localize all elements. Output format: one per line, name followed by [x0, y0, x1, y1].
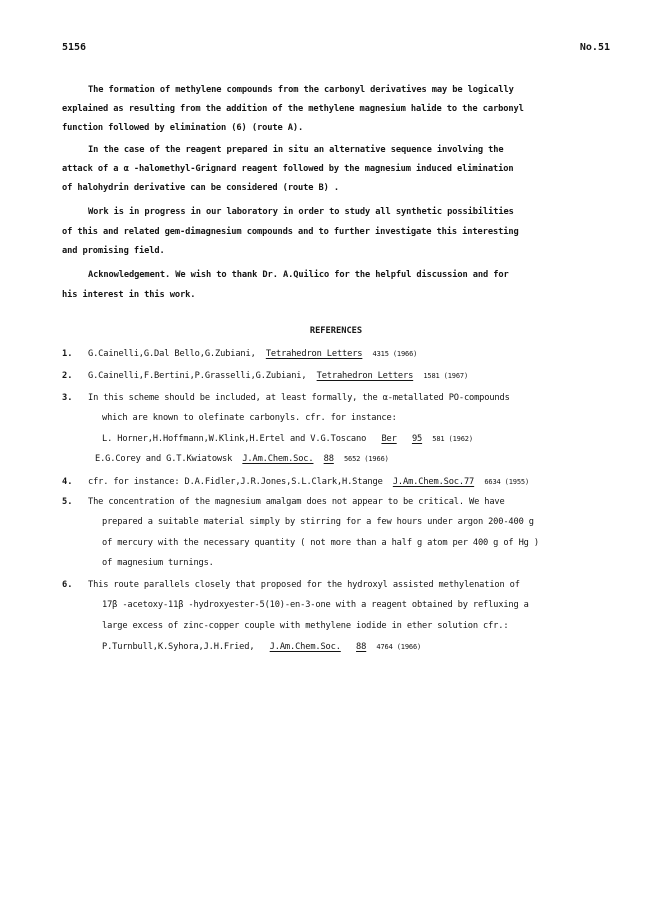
reference-5-line: of magnesium turnings.: [102, 558, 214, 568]
reference-6-line: large excess of zinc-copper couple with methylene iodide in ether solution cfr.:: [102, 621, 509, 631]
issue-number: No.51: [579, 42, 610, 53]
ref-journal: Tetrahedron Letters: [265, 349, 363, 359]
ref-journal: J.Am.Chem.Soc.: [242, 454, 314, 464]
ref-volume: 88: [323, 454, 334, 464]
reference-2: [88, 370, 468, 382]
ref-citation: 5652 (1966): [343, 455, 389, 463]
page-number: 5156: [62, 42, 87, 53]
ref-journal: J.Am.Chem.Soc.77: [392, 477, 475, 487]
reference-6-line: 17β -acetoxy-11β -hydroxyester-5(10)-en-3-one with a reagent obtained by refluxing a: [102, 600, 529, 610]
body-line: and promising field.: [62, 246, 165, 256]
ref-authors: cfr. for instance: D.A.Fidler,J.R.Jones,S.L.Clark,H.Stange: [88, 477, 383, 487]
body-line: explained as resulting from the addition of the methylene magnesium halide to the carbonyl: [62, 104, 524, 114]
ref-number: 3.: [62, 393, 73, 403]
reference-5-line: The concentration of the magnesium amalgam does not appear to be critical. We have: [88, 497, 505, 507]
ref-authors: E.G.Corey and G.T.Kwiatowsk: [95, 454, 233, 464]
ref-number: 2.: [62, 371, 73, 381]
ref-authors: L. Horner,H.Hoffmann,W.Klink,H.Ertel and V.G.Toscano: [102, 434, 367, 444]
body-line: In the case of the reagent prepared in situ an alternative sequence involving the: [88, 145, 504, 155]
reference-3-line: [95, 453, 389, 465]
body-line: of halohydrin derivative can be considered (route B) .: [62, 183, 340, 193]
body-line: Acknowledgement. We wish to thank Dr. A.Quilico for the helpful discussion and for: [88, 270, 509, 280]
ref-volume: 95: [411, 434, 423, 444]
ref-volume: 88: [356, 642, 367, 652]
reference-3-line: which are known to olefinate carbonyls. cfr. for instance:: [102, 413, 397, 423]
reference-6-line: This route parallels closely that proposed for the hydroxyl assisted methylenation of: [88, 580, 520, 590]
ref-authors: G.Cainelli,F.Bertini,P.Grasselli,G.Zubiani,: [88, 371, 307, 381]
ref-journal: Tetrahedron Letters: [316, 371, 414, 381]
reference-5-line: prepared a suitable material simply by stirring for a few hours under argon 200-400 g: [102, 517, 534, 527]
body-line: of this and related gem-dimagnesium compounds and to further investigate this interesting: [62, 227, 519, 237]
ref-citation: 1581 (1967): [423, 372, 469, 380]
ref-authors: P.Turnbull,K.Syhora,J.H.Fried,: [102, 642, 255, 652]
ref-number: 5.: [62, 497, 73, 507]
body-line: attack of a α -halomethyl-Grignard reagent followed by the magnesium induced elimination: [62, 164, 514, 174]
ref-authors: G.Cainelli,G.Dal Bello,G.Zubiani,: [88, 349, 256, 359]
ref-journal: J.Am.Chem.Soc.: [269, 642, 341, 652]
ref-number: 4.: [62, 477, 73, 487]
ref-citation: 4764 (1966): [376, 643, 422, 651]
ref-journal: Ber: [381, 434, 397, 444]
reference-4: [88, 476, 529, 488]
body-line: Work is in progress in our laboratory in order to study all synthetic possibilities: [88, 207, 514, 217]
ref-number: 6.: [62, 580, 73, 590]
reference-1: [88, 348, 417, 360]
ref-citation: 4315 (1966): [372, 350, 418, 358]
ref-number: 1.: [62, 349, 73, 359]
reference-3-line: [102, 433, 473, 445]
references-heading: REFERENCES: [309, 326, 363, 336]
ref-citation: 581 (1962): [432, 435, 473, 443]
reference-5-line: of mercury with the necessary quantity ( not more than a half g atom per 400 g of Hg ): [102, 538, 539, 548]
body-line: his interest in this work.: [62, 290, 196, 300]
ref-citation: 6634 (1955): [484, 478, 530, 486]
body-line: The formation of methylene compounds from the carbonyl derivatives may be logically: [88, 85, 514, 95]
body-line: function followed by elimination (6) (route A).: [62, 123, 304, 133]
reference-3-line: In this scheme should be included, at least formally, the α-metallated PO-compounds: [88, 393, 510, 403]
reference-6-line: [102, 641, 421, 653]
